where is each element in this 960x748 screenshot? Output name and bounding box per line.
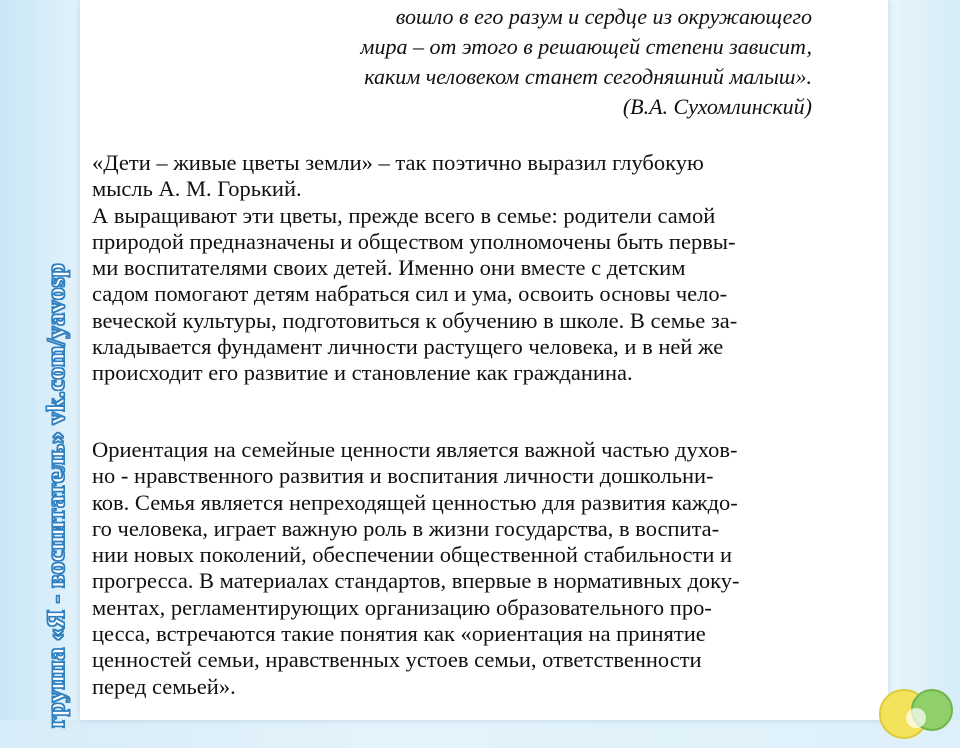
text-line: садом помогают детям набраться сил и ума, освоить основы чело- <box>92 281 728 307</box>
side-banner-text: группа «Я - воспитатель» vk.com/yavosp <box>43 263 70 728</box>
text-line: мысль А. М. Горький. <box>92 176 302 202</box>
text-line: происходит его развитие и становление как гражданина. <box>92 360 633 386</box>
text-line: Ориентация на семейные ценности является важной частью духов- <box>92 437 738 462</box>
text-line: кладывается фундамент личности растущего человека, и в ней же <box>92 334 724 360</box>
text-line: веческой культуры, подготовиться к обучению в школе. В семье за- <box>92 307 738 333</box>
text-line: ментах, регламентирующих организацию образовательного про- <box>92 594 712 620</box>
text-line: природой предназначены и обществом уполномочены быть первы- <box>92 228 736 254</box>
text-line: ми воспитателями своих детей. Именно они вместе с детским <box>92 255 686 281</box>
epigraph-line: мира – от этого в решающей степени зависит, <box>360 34 812 59</box>
text-line: «Дети – живые цветы земли» – так поэтично выразил глубокую <box>92 150 704 175</box>
document-page <box>80 0 888 720</box>
text-line: ков. Семья является непреходящей ценностью для развития каждо- <box>92 489 738 515</box>
text-line: перед семьей». <box>92 673 236 699</box>
paragraph-2 <box>92 437 882 700</box>
text-line: цесса, встречаются такие понятия как «ориентация на принятие <box>92 621 706 647</box>
text-line: ценностей семьи, нравственных устоев семьи, ответственности <box>92 647 702 673</box>
corner-decoration-icon <box>876 688 960 748</box>
text-line: го человека, играет важную роль в жизни государства, в воспита- <box>92 515 720 541</box>
epigraph-line: каким человеком станет сегодняшний малыш». <box>364 64 812 89</box>
right-background-strip <box>888 0 960 720</box>
epigraph-line: вошло в его разум и сердце из окружающего <box>395 4 812 29</box>
text-line: прогресса. В материалах стандартов, впервые в нормативных доку- <box>92 568 740 594</box>
text-line: А выращивают эти цветы, прежде всего в семье: родители самой <box>92 202 716 228</box>
epigraph-quote <box>192 2 812 122</box>
text-line: но - нравственного развития и воспитания личности дошкольни- <box>92 463 714 489</box>
text-line: нии новых поколений, обеспечении общественной стабильности и <box>92 542 733 568</box>
epigraph-author: (В.А. Сухомлинский) <box>622 94 812 119</box>
paragraph-1 <box>92 150 882 387</box>
